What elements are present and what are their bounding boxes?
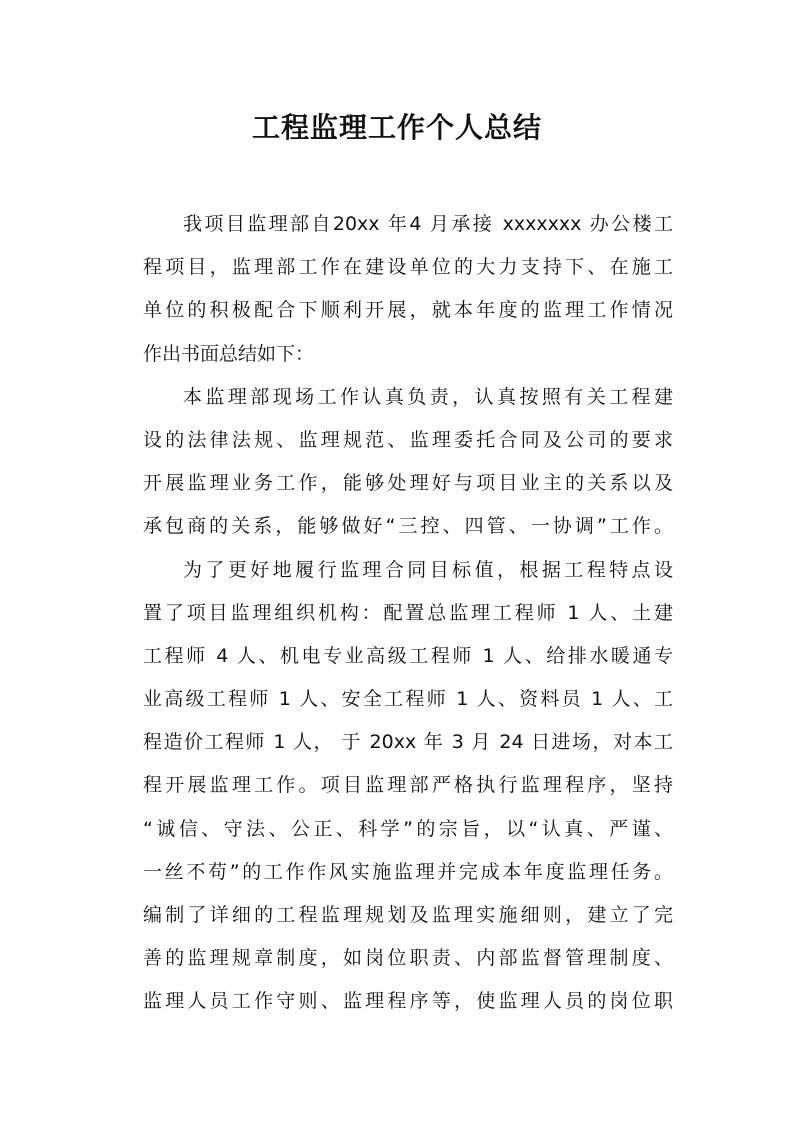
text-line-10: 置了项目监理组织机构：配置总监理工程师 1 人、土建 bbox=[143, 601, 673, 624]
text-line-2: 程项目，监理部工作在建设单位的大力支持下、在施工 bbox=[143, 256, 673, 279]
text-line-5: 本监理部现场工作认真负责，认真按照有关工程建 bbox=[183, 385, 673, 408]
text-line-17: 编制了详细的工程监理规划及监理实施细则，建立了完 bbox=[143, 904, 673, 926]
text-line-19: 监理人员工作守则、监理程序等，使监理人员的岗位职 bbox=[143, 990, 673, 1013]
text-line-6: 设的法律法规、监理规范、监理委托合同及公司的要求 bbox=[143, 428, 673, 451]
text-line-9: 为了更好地履行监理合同目标值，根据工程特点设 bbox=[183, 558, 673, 581]
text-line-8: 承包商的关系，能够做好“三控、四管、一协调”工作。 bbox=[143, 515, 673, 538]
document-body bbox=[143, 209, 673, 1030]
text-line-11: 工程师 4 人、机电专业高级工程师 1 人、给排水暖通专 bbox=[143, 644, 673, 667]
text-line-13: 程造价工程师 1 人， 于 20xx 年 3 月 24 日进场，对本工 bbox=[143, 731, 673, 754]
text-line-1: 我项目监理部自20xx 年4 月承接 xxxxxxx 办公楼工 bbox=[183, 213, 673, 235]
document-title: 工程监理工作个人总结 bbox=[251, 111, 542, 144]
text-line-4: 作出书面总结如下： bbox=[143, 342, 315, 365]
text-line-15: “诚信、守法、公正、科学”的宗旨，以“认真、严谨、 bbox=[143, 817, 673, 840]
text-line-7: 开展监理业务工作，能够处理好与项目业主的关系以及 bbox=[143, 472, 673, 495]
text-line-16: 一丝不苟”的工作作风实施监理并完成本年度监理任务。 bbox=[143, 860, 673, 883]
text-line-14: 程开展监理工作。项目监理部严格执行监理程序，坚持 bbox=[143, 774, 673, 797]
text-line-3: 单位的积极配合下顺利开展，就本年度的监理工作情况 bbox=[143, 299, 673, 322]
text-line-12: 业高级工程师 1 人、安全工程师 1 人、资料员 1 人、工 bbox=[143, 688, 673, 711]
text-line-18: 善的监理规章制度，如岗位职责、内部监督管理制度、 bbox=[143, 947, 673, 970]
